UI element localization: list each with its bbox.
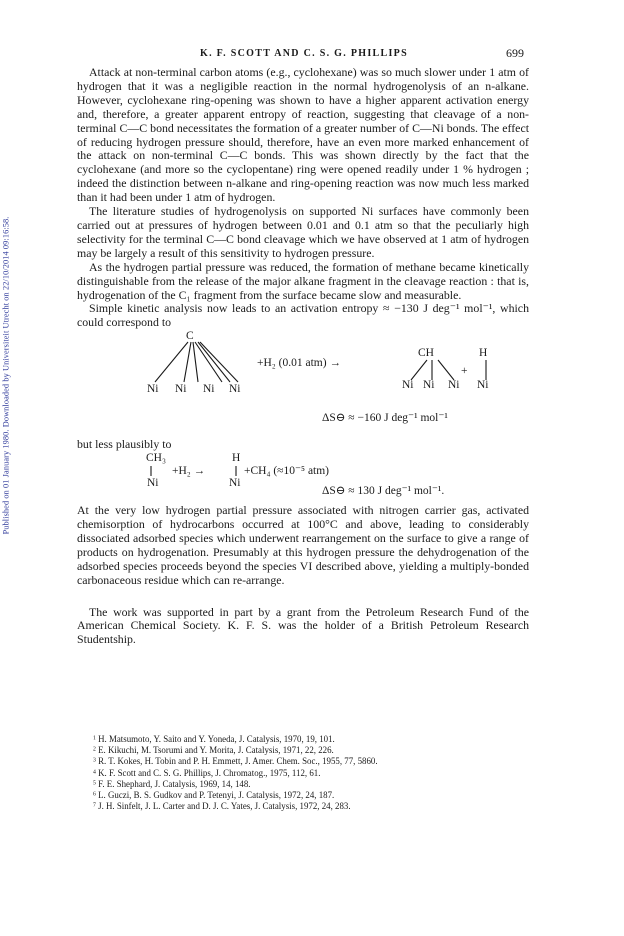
scheme-2-methyl: CH₃ (146, 452, 166, 465)
scheme-2-product: +CH₄ (≈10⁻⁵ atm) (244, 465, 330, 478)
bond-c-ni4 (200, 342, 238, 382)
between-schemes-text: but less plausibly to (77, 437, 172, 452)
scheme-1-product-ni-1: Ni (402, 379, 414, 392)
main-text (77, 66, 529, 647)
scheme-1-plus: + (461, 365, 468, 378)
reference-item: $^5$ F. E. Shephard, J. Catalysis, 1969, 14, 148. (93, 778, 251, 789)
scheme-2-entropy: ΔS⊖ ≈ 130 J deg⁻¹ mol⁻¹. (322, 485, 445, 498)
download-watermark (0, 140, 14, 610)
scheme-1-carbon: C (186, 330, 194, 343)
reference-item: $^6$ L. Guczi, B. S. Gudkov and P. Tetenyi, J. Catalysis, 1972, 24, 187. (93, 790, 335, 801)
paragraph-3: As the hydrogen partial pressure was reduced, the formation of methane became kinetically distinguishable from the release of the major alkane fragment in the cleavage reaction : that is, hydrogenation of the C₁ fragment from the surface became slow and measurable. (77, 259, 529, 302)
scheme-2-ni-right: Ni (229, 477, 241, 490)
scheme-2-reagent: +H₂ → (172, 465, 206, 478)
scheme-2-ni-left: Ni (147, 477, 159, 490)
reaction-scheme-2 (77, 452, 529, 498)
page-number: 699 (506, 46, 524, 60)
scheme-1-product-ni-2: Ni (423, 379, 435, 392)
reference-item: $^3$ R. T. Kokes, H. Tobin and P. H. Emmett, J. Amer. Chem. Soc., 1955, 77, 5860. (93, 756, 378, 767)
acknowledgement: The work was supported in part by a grant from the Petroleum Research Fund of the American Chemical Society. K. F. S. was the holder of a British Petroleum Research Studentship. (77, 604, 529, 647)
bond-c-ni2 (184, 342, 191, 382)
scheme-1-hydrogen: H (479, 347, 488, 360)
download-watermark-text: Published on 01 January 1980. Downloaded by Universiteit Utrecht on 22/10/2014 09:16:58. (1, 216, 11, 534)
reference-item: $^7$ J. H. Sinfelt, J. L. Carter and D. J. C. Yates, J. Catalysis, 1972, 24, 283. (93, 801, 351, 812)
reaction-scheme-1 (77, 330, 529, 438)
scheme-1-ni-2: Ni (175, 383, 187, 396)
paragraph-2: The literature studies of hydrogenolysis on supported Ni surfaces have commonly been carried out at pressures of hydrogen between 0.01 and 0.1 atm so that the peculiarly high selectivity for the terminal C—C bond cleavage which we have observed at 1 atm of hydrogen may be largely a result of this sensitivity to hydrogen pressure. (77, 204, 529, 260)
bond-c-ni3 (195, 342, 222, 382)
scheme-1-bonds (77, 330, 529, 438)
paragraph-5: At the very low hydrogen partial pressure associated with nitrogen carrier gas, activated chemisorption of hydrocarbons occurred at 100°C and above, leading to considerably dissociated adsorbed species which underwent rearrangement on the surface to give a range of products on hydrogenation. Presumably at this hydrogen pressure the dehydrogenation of the adsorbed species proceeds beyond the species VI described above, yielding a multiply-bonded carbonaceous residue which can re-arrange. (77, 503, 529, 587)
scheme-1-entropy: ΔS⊖ ≈ −160 J deg⁻¹ mol⁻¹ (322, 412, 448, 425)
bond-ch-ni3 (438, 360, 454, 380)
scheme-1-ch-group: CH (418, 347, 434, 360)
scheme-1-reagent: +H₂ (0.01 atm) → (257, 357, 341, 370)
scheme-1-product-ni-3: Ni (448, 379, 460, 392)
bond-ch-ni1 (411, 360, 427, 380)
references-list (93, 734, 533, 812)
bond-c-ni3b (198, 342, 230, 382)
running-head: K. F. SCOTT AND C. S. G. PHILLIPS (200, 48, 408, 59)
scheme-1-product-ni-4: Ni (477, 379, 489, 392)
paragraph-4: Simple kinetic analysis now leads to an activation entropy ≈ −130 J deg⁻¹ mol⁻¹, which could correspond to (77, 301, 529, 330)
bond-c-ni1 (155, 342, 188, 382)
bond-c-ni2b (193, 342, 198, 382)
scheme-2-hydrogen: H (232, 452, 241, 465)
reference-item: $^4$ K. F. Scott and C. S. G. Phillips, J. Chromatog., 1975, 112, 61. (93, 767, 321, 778)
reference-item: $^2$ E. Kikuchi, M. Tsorumi and Y. Morita, J. Catalysis, 1971, 22, 226. (93, 745, 334, 756)
scheme-1-ni-3: Ni (203, 383, 215, 396)
paragraph-1: Attack at non-terminal carbon atoms (e.g., cyclohexane) was so much slower under 1 atm of hydrogen that it was a negligible reaction in the normal hydrogenolysis of an n-alkane. However, cyclohexane ring-opening was shown to have a higher apparent activation energy and, therefore, a greater apparent entropy of reaction, suggesting that cleavage of a non-terminal C—C bond necessitates the formation of a greater number of C—Ni bonds. The effect of reducing hydrogen pressure should, therefore, have an even more marked enhancement of the attack on non-terminal C—C bonds. This was shown directly by the fact that the cyclohexane (and more so the cyclopentane) ring were opened readily under 1 % hydrogen ; indeed the distinction between n-alkane and ring-opening reaction was now much less marked than it had been under 1 atm of hydrogen. (77, 65, 529, 205)
scheme-1-ni-1: Ni (147, 383, 159, 396)
reference-item: $^1$ H. Matsumoto, Y. Saito and Y. Yoneda, J. Catalysis, 1970, 19, 101. (93, 734, 335, 744)
scheme-1-ni-4: Ni (229, 383, 241, 396)
